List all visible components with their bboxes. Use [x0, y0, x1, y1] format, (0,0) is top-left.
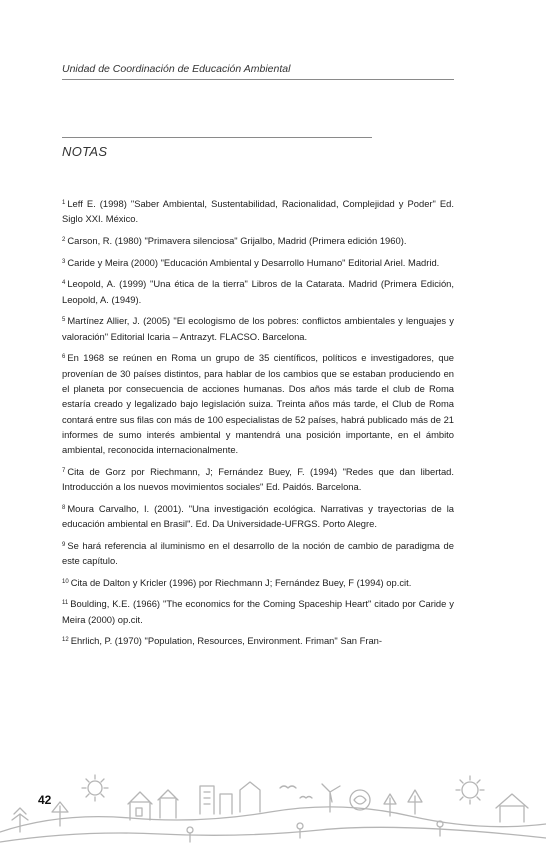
note-number: 6 [62, 354, 66, 361]
note-11 [62, 596, 454, 627]
note-text: Cita de Gorz por Riechmann, J; Fernández Buey, F. (1994) "Redes que dan libertad. Introducción a los nuevos movimientos sociales" Ed. Paidós. Barcelona. [62, 465, 454, 493]
header-rule [62, 79, 454, 80]
notes-list [62, 196, 454, 655]
note-number: 5 [62, 317, 66, 324]
note-text: Caride y Meira (2000) "Educación Ambiental y Desarrollo Humano" Editorial Ariel. Madrid. [67, 256, 440, 268]
page-number: 42 [38, 793, 52, 807]
note-7 [62, 464, 454, 495]
note-10 [62, 575, 454, 590]
note-number: 12 [62, 637, 69, 644]
note-number: 8 [62, 504, 66, 511]
note-number: 7 [62, 467, 66, 474]
note-text: Martínez Allier, J. (2005) "El ecologismo de los pobres: conflictos ambientales y lenguajes y valoración" Editorial Icaria – Antrazyt. FLACSO. Barcelona. [62, 315, 454, 342]
note-12 [62, 633, 454, 648]
note-number: 3 [62, 258, 66, 265]
note-text: Se hará referencia al iluminismo en el desarrollo de la noción de cambio de paradigma de este capítulo. [62, 539, 454, 567]
note-number: 2 [62, 236, 66, 243]
note-text: Moura Carvalho, I. (2001). "Una investigación ecológica. Narrativas y trayectorias de la educación ambiental en Brasil". Ed. Da Universidade-UFRGS. Porto Alegre. [62, 502, 454, 530]
note-number: 10 [62, 578, 69, 585]
note-number: 9 [62, 541, 66, 548]
note-8 [62, 501, 454, 532]
note-number: 1 [62, 200, 66, 206]
note-number: 11 [62, 600, 69, 607]
note-2 [62, 233, 454, 248]
section-title: NOTAS [62, 144, 108, 159]
note-text: Boulding, K.E. (1966) "The economics for the Coming Spaceship Heart" citado por Caride y Meira (2000) op.cit. [62, 598, 454, 625]
note-9 [62, 538, 454, 569]
note-4 [62, 276, 454, 307]
note-5 [62, 313, 454, 344]
running-header: Unidad de Coordinación de Educación Ambiental [62, 63, 291, 75]
decorative-doodle-border [0, 772, 546, 848]
note-text: Carson, R. (1980) "Primavera silenciosa" Grijalbo, Madrid (Primera edición 1960). [67, 234, 407, 246]
note-6 [62, 350, 454, 457]
section-rule [62, 137, 372, 138]
note-1 [62, 196, 454, 227]
note-text: Cita de Dalton y Kricler (1996) por Riechmann J; Fernández Buey, F (1994) op.cit. [70, 576, 412, 588]
note-3 [62, 255, 454, 270]
note-text: Leff E. (1998) "Saber Ambiental, Sustentabilidad, Racionalidad, Complejidad y Poder" Ed. Siglo XXI. México. [62, 198, 454, 225]
note-number: 4 [62, 280, 66, 287]
note-text: Ehrlich, P. (1970) "Population, Resources, Environment. Friman" San Fran- [70, 635, 382, 647]
note-text: Leopold, A. (1999) "Una ética de la tierra" Libros de la Catarata. Madrid (Primera Edición, Leopold, A. (1949). [62, 278, 454, 305]
note-text: En 1968 se reúnen en Roma un grupo de 35 científicos, políticos e investigadores, que provenían de 30 países distintos, para hablar de los cambios que se estaban produciendo en el planeta por consecuencia de acciones humanas. Dos años más tarde el club de Roma estaría creado y legalizado bajo legislación suiza. Treinta años más tarde, el Club de Roma contará entre sus filas con más de 100 especialistas de 52 países, habrá publicado más de 21 informes de sumo interés ambiental y mantendrá una posición importante, en el ámbito ambiental, reconocida internacionalmente. [62, 352, 454, 456]
